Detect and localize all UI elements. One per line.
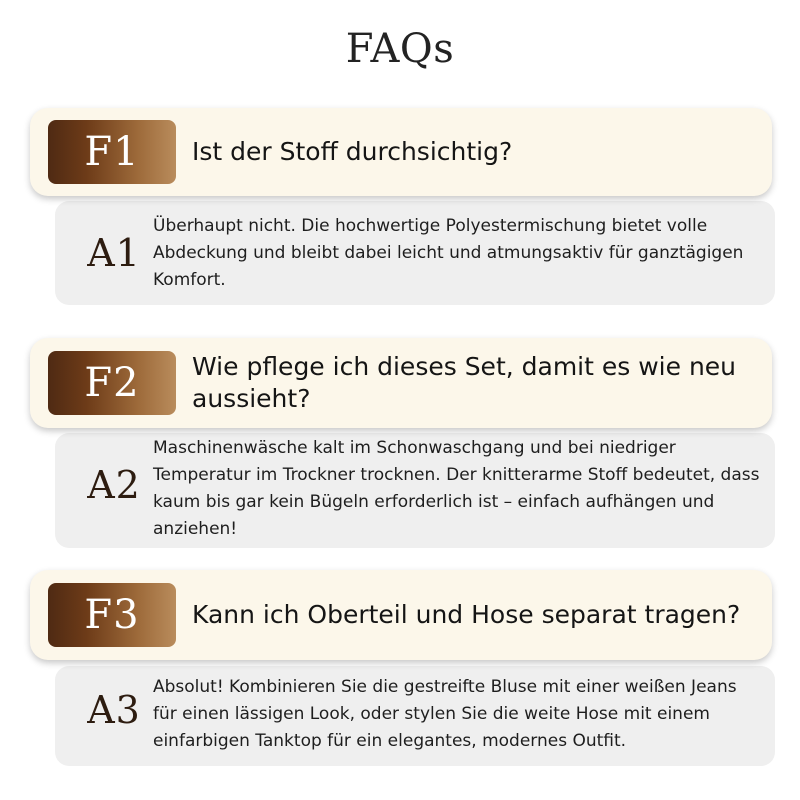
- faq-item-3: [30, 570, 772, 770]
- answer-label-3: A3: [87, 688, 141, 732]
- question-text-1: Ist der Stoff durchsichtig?: [192, 137, 513, 166]
- answer-card-1: [55, 201, 775, 305]
- question-badge-1: F1: [48, 120, 176, 184]
- question-text-2: Wie pflege ich dieses Set, damit es wie neu aussieht?: [192, 352, 737, 413]
- question-card-3[interactable]: [30, 570, 772, 660]
- answer-card-3: [55, 666, 775, 766]
- answer-text-1: Überhaupt nicht. Die hochwertige Polyestermischung bietet volle Abdeckung und bleibt dabei leicht und atmungsaktiv für ganztägigen Komfort.: [153, 216, 744, 290]
- faq-item-1: [30, 108, 772, 306]
- faq-item-2: [30, 338, 772, 550]
- question-badge-2: F2: [48, 351, 176, 415]
- question-badge-3: F3: [48, 583, 176, 647]
- page-title: FAQs: [345, 26, 455, 72]
- question-text-3: Kann ich Oberteil und Hose separat tragen?: [192, 600, 741, 629]
- answer-text-3: Absolut! Kombinieren Sie die gestreifte Bluse mit einer weißen Jeans für einen lässigen Look, oder stylen Sie die weite Hose mit einem einfarbigen Tanktop für ein elegantes, modernes Outfit.: [153, 677, 737, 751]
- answer-card-2: [55, 433, 775, 548]
- question-card-2[interactable]: [30, 338, 772, 428]
- answer-label-1: A1: [87, 231, 141, 275]
- question-card-1[interactable]: [30, 108, 772, 196]
- answer-text-2: Maschinenwäsche kalt im Schonwaschgang und bei niedriger Temperatur im Trockner trocknen. Der knitterarme Stoff bedeutet, dass kaum bis gar kein Bügeln erforderlich ist – einfach aufhängen und anziehen!: [153, 438, 760, 539]
- answer-label-2: A2: [87, 463, 141, 507]
